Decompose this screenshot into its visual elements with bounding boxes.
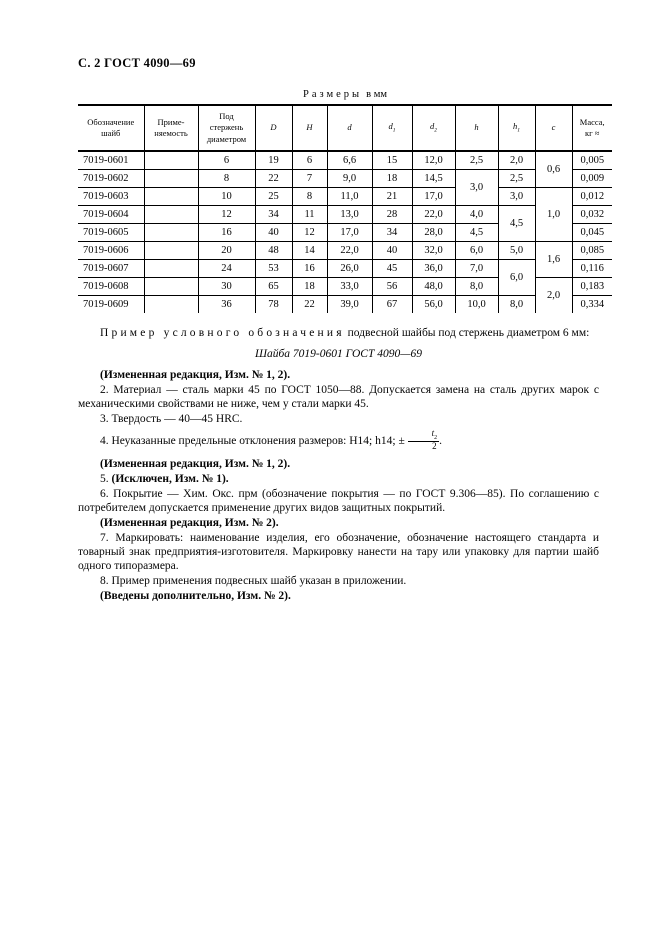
table-cell: 7019-0609 xyxy=(78,296,144,314)
table-cell: 2,5 xyxy=(498,170,535,188)
table-cell: 11,0 xyxy=(327,188,372,206)
table-header-cell: $d_1$ xyxy=(372,105,412,151)
table-header-cell: c xyxy=(535,105,572,151)
table-cell: 78 xyxy=(255,296,292,314)
amendment-note-3 xyxy=(78,516,599,530)
table-cell: 65 xyxy=(255,278,292,296)
table-cell: 4,5 xyxy=(455,224,498,242)
note-text: 7. Маркировать: наименование изделия, его обозначение, обозначение настоящего стандарта и товарный знак предприятия-изготовителя. Маркировку нанести на тару или упаковку для партии шайб одного типоразмера. xyxy=(78,532,599,573)
table-cell: 3,0 xyxy=(455,170,498,206)
table-cell xyxy=(144,188,198,206)
table-header-cell: $d_2$ xyxy=(412,105,455,151)
table-cell: 40 xyxy=(372,242,412,260)
table-header-row xyxy=(78,105,612,151)
amendment-note-2 xyxy=(78,457,599,471)
table-cell: 4,0 xyxy=(455,206,498,224)
note-text: Шайба 7019-0601 ГОСТ 4090—69 xyxy=(255,348,422,360)
note-text: Пример условного обозначения xyxy=(100,327,345,339)
table-cell: 0,085 xyxy=(572,242,612,260)
table-cell: 7,0 xyxy=(455,260,498,278)
table-cell: 8 xyxy=(198,170,255,188)
table-cell: 1,0 xyxy=(535,188,572,242)
table-cell: 7019-0601 xyxy=(78,151,144,170)
table-cell xyxy=(144,170,198,188)
table-cell: 11 xyxy=(292,206,327,224)
note-text: 3. Твердость — 40—45 HRC. xyxy=(100,413,243,425)
table-cell: 22 xyxy=(292,296,327,314)
table-cell: 7019-0604 xyxy=(78,206,144,224)
tolerance-fraction: $\frac{t_2}{2}$ xyxy=(408,429,439,452)
note-text: (Измененная редакция, Изм. № 1, 2). xyxy=(100,458,291,471)
table-cell: 18 xyxy=(372,170,412,188)
table-header-cell: $h_1$ xyxy=(498,105,535,151)
table-header-cell: d xyxy=(327,105,372,151)
table-cell: 10 xyxy=(198,188,255,206)
table-cell: 12 xyxy=(292,224,327,242)
table-cell: 21 xyxy=(372,188,412,206)
table-row xyxy=(78,151,612,170)
table-cell: 7019-0602 xyxy=(78,170,144,188)
table-cell: 39,0 xyxy=(327,296,372,314)
table-row xyxy=(78,206,612,224)
table-cell: 1,6 xyxy=(535,242,572,278)
table-cell: 2,0 xyxy=(498,151,535,170)
added-note xyxy=(78,589,599,603)
table-cell: 0,005 xyxy=(572,151,612,170)
table-cell xyxy=(144,151,198,170)
example-designation-intro xyxy=(78,326,599,340)
table-cell: 36,0 xyxy=(412,260,455,278)
note-text: 6. Покрытие — Хим. Окс. прм (обозначение покрытия — по ГОСТ 9.306—85). По соглашению с потребителем допускается применение других видов защитных покрытий. xyxy=(78,488,599,515)
table-cell: 7019-0605 xyxy=(78,224,144,242)
table-cell: 12,0 xyxy=(412,151,455,170)
table-cell: 0,334 xyxy=(572,296,612,314)
table-header-cell: Обозначение шайб xyxy=(78,105,144,151)
table-cell: 28,0 xyxy=(412,224,455,242)
note-text: подвесной шайбы под стержень диаметром 6 мм: xyxy=(344,327,590,339)
table-cell: 7019-0603 xyxy=(78,188,144,206)
table-cell: 6 xyxy=(198,151,255,170)
table-cell: 40 xyxy=(255,224,292,242)
table-cell: 56,0 xyxy=(412,296,455,314)
table-cell xyxy=(144,278,198,296)
table-cell: 24 xyxy=(198,260,255,278)
table-row xyxy=(78,260,612,278)
notes xyxy=(78,326,599,603)
table-cell: 15 xyxy=(372,151,412,170)
table-row xyxy=(78,242,612,260)
table-cell: 45 xyxy=(372,260,412,278)
table-cell xyxy=(144,260,198,278)
table-cell: 7019-0606 xyxy=(78,242,144,260)
table-cell: 19 xyxy=(255,151,292,170)
table-cell: 28 xyxy=(372,206,412,224)
note-5-excluded xyxy=(78,472,599,486)
table-cell: 5,0 xyxy=(498,242,535,260)
table-cell: 26,0 xyxy=(327,260,372,278)
table-caption-spaced: Размеры xyxy=(303,89,363,100)
table-cell: 36 xyxy=(198,296,255,314)
table-cell: 3,0 xyxy=(498,188,535,206)
table-cell: 34 xyxy=(372,224,412,242)
table-cell: 17,0 xyxy=(412,188,455,206)
table-cell: 0,032 xyxy=(572,206,612,224)
note-text: 8. Пример применения подвесных шайб указан в приложении. xyxy=(100,575,407,588)
table-cell: 20 xyxy=(198,242,255,260)
table-header-cell: Приме- няемость xyxy=(144,105,198,151)
table-cell: 4,5 xyxy=(498,206,535,242)
table-cell: 22,0 xyxy=(327,242,372,260)
note-text: (Измененная редакция, Изм. № 2). xyxy=(100,517,279,530)
table-cell: 32,0 xyxy=(412,242,455,260)
table-row xyxy=(78,296,612,314)
table-row xyxy=(78,188,612,206)
table-header-cell: D xyxy=(255,105,292,151)
note-4-deviations xyxy=(78,430,599,453)
table-cell: 7 xyxy=(292,170,327,188)
dimensions-table xyxy=(78,104,612,313)
table-cell: 7019-0608 xyxy=(78,278,144,296)
note-text: (Исключен, Изм. № 1). xyxy=(111,473,229,486)
amendment-note-1 xyxy=(78,368,599,382)
table-cell: 48,0 xyxy=(412,278,455,296)
table-cell: 0,116 xyxy=(572,260,612,278)
table-cell: 12 xyxy=(198,206,255,224)
table-cell: 22 xyxy=(255,170,292,188)
table-cell: 14,5 xyxy=(412,170,455,188)
note-text: 5. xyxy=(100,473,112,486)
table-cell: 8,0 xyxy=(498,296,535,314)
table-cell: 25 xyxy=(255,188,292,206)
note-text: . xyxy=(439,435,442,448)
table-cell: 6 xyxy=(292,151,327,170)
table-header-cell: H xyxy=(292,105,327,151)
table-cell: 13,0 xyxy=(327,206,372,224)
table-cell: 8,0 xyxy=(455,278,498,296)
table-cell: 6,0 xyxy=(498,260,535,296)
table-cell: 67 xyxy=(372,296,412,314)
table-cell: 6,6 xyxy=(327,151,372,170)
example-designation xyxy=(78,347,599,361)
table-body xyxy=(78,151,612,313)
table-cell: 17,0 xyxy=(327,224,372,242)
table-cell: 56 xyxy=(372,278,412,296)
table-cell: 14 xyxy=(292,242,327,260)
table-cell: 10,0 xyxy=(455,296,498,314)
table-cell: 0,183 xyxy=(572,278,612,296)
table-cell xyxy=(144,206,198,224)
note-7-marking xyxy=(78,531,599,573)
table-cell: 0,6 xyxy=(535,151,572,188)
table-cell: 0,045 xyxy=(572,224,612,242)
table-cell xyxy=(144,242,198,260)
table-cell: 9,0 xyxy=(327,170,372,188)
table-cell: 16 xyxy=(198,224,255,242)
table-cell: 0,012 xyxy=(572,188,612,206)
note-2-material xyxy=(78,383,599,411)
table-cell: 7019-0607 xyxy=(78,260,144,278)
table-cell: 6,0 xyxy=(455,242,498,260)
table-cell: 53 xyxy=(255,260,292,278)
table-caption xyxy=(78,89,612,100)
table-cell xyxy=(144,224,198,242)
table-cell: 33,0 xyxy=(327,278,372,296)
page-header: С. 2 ГОСТ 4090—69 xyxy=(78,56,196,70)
table-cell: 34 xyxy=(255,206,292,224)
table-cell: 16 xyxy=(292,260,327,278)
note-text: 4. Неуказанные предельные отклонения размеров: H14; h14; ± xyxy=(100,435,408,448)
table-header-cell: h xyxy=(455,105,498,151)
table-cell: 22,0 xyxy=(412,206,455,224)
note-3-hardness xyxy=(78,412,599,426)
note-text: (Измененная редакция, Изм. № 1, 2). xyxy=(100,369,291,381)
note-text: (Введены дополнительно, Изм. № 2). xyxy=(100,590,291,603)
table-cell: 0,009 xyxy=(572,170,612,188)
table-caption-rest: в мм xyxy=(366,89,387,100)
table-header-cell: Масса, кг ≈ xyxy=(572,105,612,151)
table-cell: 18 xyxy=(292,278,327,296)
note-8-application xyxy=(78,574,599,588)
table-row xyxy=(78,170,612,188)
table-cell: 30 xyxy=(198,278,255,296)
note-6-coating xyxy=(78,487,599,515)
table-cell xyxy=(144,296,198,314)
table-head xyxy=(78,105,612,151)
table-cell: 2,5 xyxy=(455,151,498,170)
table-header-cell: Под стержень диаметром xyxy=(198,105,255,151)
table-cell: 2,0 xyxy=(535,278,572,314)
table-cell: 8 xyxy=(292,188,327,206)
note-text: 2. Материал — сталь марки 45 по ГОСТ 1050—88. Допускается замена на сталь других марок с механическими свойствами не ниже, чем у стали марки 45. xyxy=(78,384,599,410)
table-cell: 48 xyxy=(255,242,292,260)
